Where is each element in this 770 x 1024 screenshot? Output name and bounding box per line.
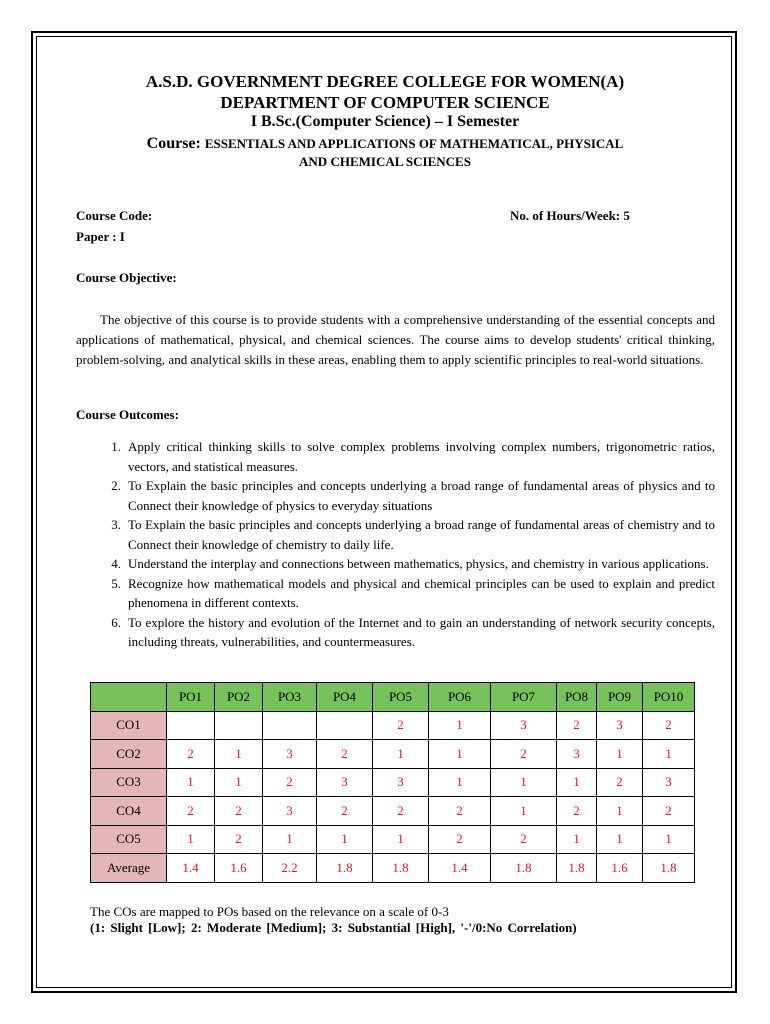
header-cell: PO1 — [167, 683, 215, 712]
table-cell: 1 — [429, 740, 491, 769]
row-label-cell: CO5 — [91, 825, 167, 854]
row-label-cell: CO3 — [91, 768, 167, 797]
table-cell: 1 — [557, 768, 597, 797]
table-cell: 1 — [317, 825, 373, 854]
row-label-cell: CO2 — [91, 740, 167, 769]
table-cell — [215, 711, 263, 740]
outcomes-heading: Course Outcomes: — [76, 407, 179, 422]
list-item: 1. Apply critical thinking skills to solve complex problems involving complex numbers, trigonometric ratios, vectors, and statistical measures. — [111, 439, 715, 474]
header-cell: PO4 — [317, 683, 373, 712]
table-cell: 1 — [373, 740, 429, 769]
table-cell: 2 — [373, 797, 429, 826]
list-item: 3. To Explain the basic principles and concepts underlying a broad range of fundamental areas of chemistry and to Connect their knowledge of chemistry to daily life. — [111, 517, 715, 552]
table-cell: 1.8 — [557, 854, 597, 883]
header-cell: PO2 — [215, 683, 263, 712]
table-cell: 2 — [429, 797, 491, 826]
table-cell: 3 — [557, 740, 597, 769]
course-label: Course: — [146, 135, 201, 152]
list-item: 5. Recognize how mathematical models and physical and chemical principles can be used to explain and predict phenomena in different contexts. — [111, 575, 715, 610]
table-cell: 3 — [643, 768, 695, 797]
row-label-cell: CO1 — [91, 711, 167, 740]
table-row — [91, 740, 695, 769]
objective-text: The objective of this course is to provide students with a comprehensive understanding of the essential concepts and applications of mathematical, physical, and chemical sciences. The course aims to develop students' critical thinking, problem-solving, and analytical skills in these areas, enabling them to apply scientific principles to real-world situations. — [76, 312, 715, 367]
table-cell: 3 — [317, 768, 373, 797]
table-cell: 1 — [491, 797, 557, 826]
course-title-line — [40, 135, 730, 153]
department-name: DEPARTMENT OF COMPUTER SCIENCE — [220, 93, 550, 112]
table-cell: 1.8 — [317, 854, 373, 883]
row-label-cell: Average — [91, 854, 167, 883]
objective-heading: Course Objective: — [76, 270, 177, 285]
table-cell: 2 — [643, 711, 695, 740]
table-cell: 1.4 — [167, 854, 215, 883]
table-cell: 3 — [263, 797, 317, 826]
table-header-row — [91, 683, 695, 712]
table-cell: 3 — [373, 768, 429, 797]
list-item: 6. To explore the history and evolution of the Internet and to gain an understanding of network security concepts, including threats, vulnerabilities, and countermeasures. — [111, 614, 715, 649]
table-cell: 1 — [167, 825, 215, 854]
header-cell: PO9 — [597, 683, 643, 712]
outcomes-list — [93, 437, 715, 652]
table-cell: 2 — [317, 797, 373, 826]
table-cell: 2 — [167, 797, 215, 826]
table-cell: 1.4 — [429, 854, 491, 883]
table-cell: 3 — [597, 711, 643, 740]
table-cell: 1.8 — [373, 854, 429, 883]
table-cell: 1.6 — [597, 854, 643, 883]
table-cell: 1 — [557, 825, 597, 854]
table-cell: 1 — [491, 768, 557, 797]
table-row — [91, 854, 695, 883]
table-cell: 2 — [317, 740, 373, 769]
table-cell: 1 — [643, 825, 695, 854]
table-row — [91, 797, 695, 826]
mapping-note: The COs are mapped to POs based on the relevance on a scale of 0-3 — [90, 904, 449, 919]
table-row — [91, 825, 695, 854]
table-cell: 1.8 — [491, 854, 557, 883]
table-cell: 2 — [557, 797, 597, 826]
table-cell: 1 — [263, 825, 317, 854]
table-cell: 2 — [429, 825, 491, 854]
course-code: Course Code: — [76, 208, 153, 223]
college-name: A.S.D. GOVERNMENT DEGREE COLLEGE FOR WOMEN(A) — [145, 72, 625, 91]
table-cell: 1 — [215, 740, 263, 769]
paper: Paper : I — [76, 229, 125, 244]
table-row — [91, 711, 695, 740]
table-cell: 2 — [263, 768, 317, 797]
mapping-scale-legend: (1: Slight [Low]; 2: Moderate [Medium]; 3: Substantial [High], '-'/0:No Correlation) — [90, 920, 577, 935]
table-cell: 1 — [597, 825, 643, 854]
header-cell: PO7 — [491, 683, 557, 712]
table-cell: 1.6 — [215, 854, 263, 883]
class-semester: I B.Sc.(Computer Science) – I Semester — [250, 113, 520, 130]
table-cell — [263, 711, 317, 740]
header-cell — [91, 683, 167, 712]
table-cell: 2.2 — [263, 854, 317, 883]
header-cell: PO3 — [263, 683, 317, 712]
table-cell: 2 — [491, 740, 557, 769]
table-cell: 3 — [491, 711, 557, 740]
table-cell — [317, 711, 373, 740]
table-cell: 2 — [215, 825, 263, 854]
table-cell: 2 — [643, 797, 695, 826]
list-item: 4. Understand the interplay and connections between mathematics, physics, and chemistry in various applications. — [111, 556, 709, 571]
table-cell: 1 — [215, 768, 263, 797]
table-cell: 1.8 — [643, 854, 695, 883]
course-title-2: AND CHEMICAL SCIENCES — [299, 154, 471, 169]
table-cell: 1 — [429, 711, 491, 740]
list-item: 2. To Explain the basic principles and concepts underlying a broad range of fundamental areas of physics and to Connect their knowledge of physics to everyday situations — [111, 478, 715, 513]
row-label-cell: CO4 — [91, 797, 167, 826]
course-title-1: ESSENTIALS AND APPLICATIONS OF MATHEMATICAL, PHYSICAL — [204, 136, 624, 151]
table-cell: 2 — [215, 797, 263, 826]
header-cell: PO6 — [429, 683, 491, 712]
table-cell: 2 — [557, 711, 597, 740]
table-cell: 2 — [373, 711, 429, 740]
table-cell: 1 — [597, 740, 643, 769]
table-cell: 2 — [491, 825, 557, 854]
table-cell: 2 — [167, 740, 215, 769]
hours-per-week: No. of Hours/Week: 5 — [510, 208, 630, 223]
header-cell: PO10 — [643, 683, 695, 712]
table-cell: 3 — [263, 740, 317, 769]
table-cell: 1 — [167, 768, 215, 797]
table-cell: 1 — [373, 825, 429, 854]
header-cell: PO8 — [557, 683, 597, 712]
table-row — [91, 768, 695, 797]
co-po-mapping-table — [90, 682, 695, 883]
table-cell: 1 — [429, 768, 491, 797]
table-cell: 2 — [597, 768, 643, 797]
header-cell: PO5 — [373, 683, 429, 712]
table-cell: 1 — [597, 797, 643, 826]
table-cell: 1 — [643, 740, 695, 769]
table-cell — [167, 711, 215, 740]
